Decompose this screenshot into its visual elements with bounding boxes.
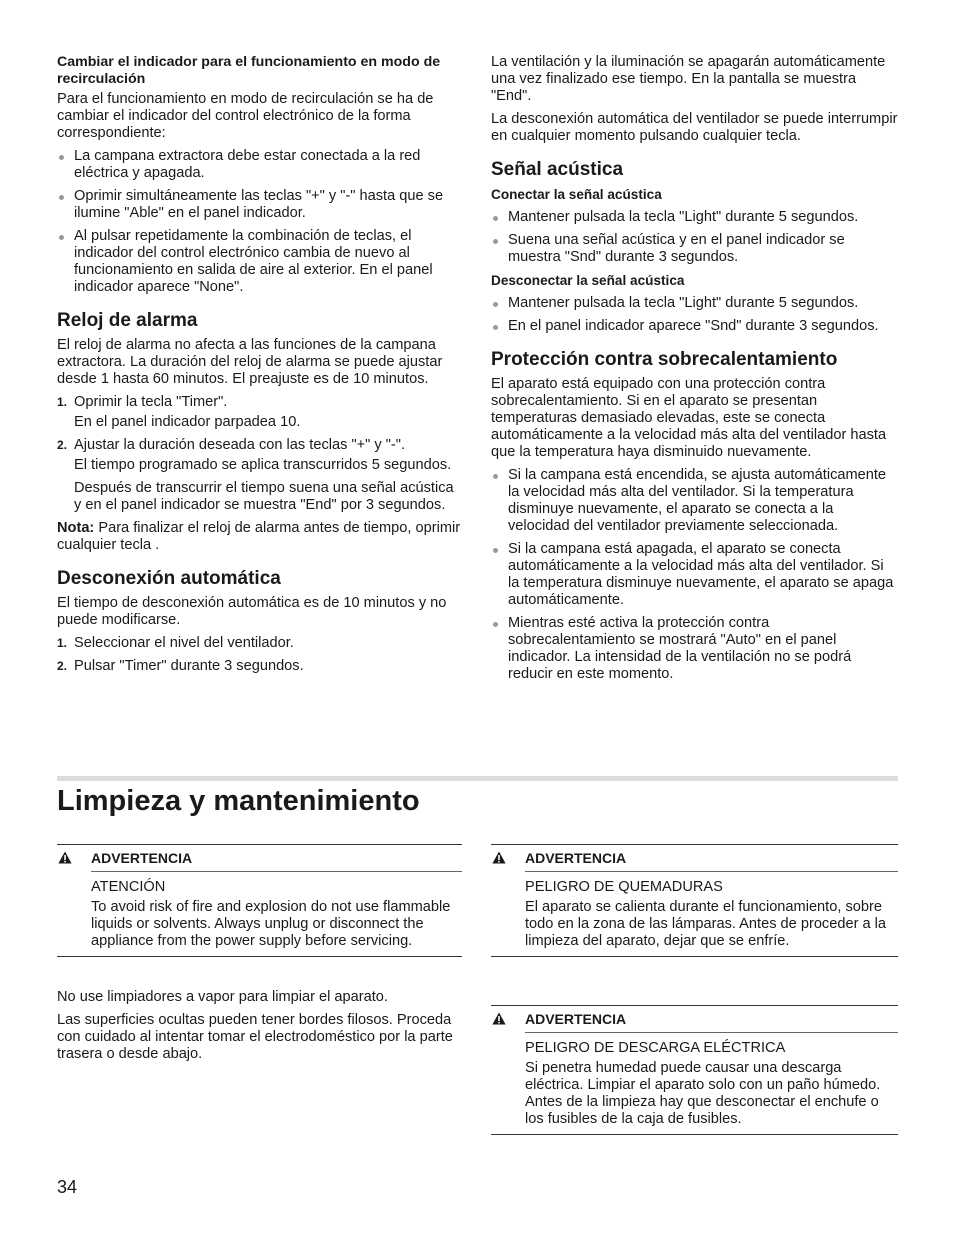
list-item: La campana extractora debe estar conectada a la red eléctrica y apagada.: [57, 148, 462, 182]
list-item: Oprimir simultáneamente las teclas "+" y "-" hasta que se ilumine "Able" en el panel indicador.: [57, 188, 462, 222]
list-item: Mantener pulsada la tecla "Light" durante 5 segundos.: [491, 209, 898, 226]
signal-heading: Señal acústica: [491, 159, 624, 180]
bullet-icon: [59, 235, 64, 240]
bullet-icon: [493, 216, 498, 221]
autooff-heading: Desconexión automática: [57, 568, 281, 589]
warning-body: [57, 872, 462, 956]
list-item: Mientras esté activa la protección contra sobrecalentamiento se mostrará "Auto" en el panel indicador. La intensidad de la ventilación no se podrá reducir en este momento.: [491, 615, 898, 683]
warning-caption: ATENCIÓN: [91, 879, 166, 895]
warning-body: [491, 1033, 898, 1134]
nota: Nota: Para finalizar el reloj de alarma antes de tiempo, oprimir cualquier tecla .: [57, 520, 461, 553]
alarm-heading: Reloj de alarma: [57, 310, 198, 331]
list-item: Al pulsar repetidamente la combinación de teclas, el indicador del control electrónico cambia de nuevo al funcionamiento en salida de aire al exterior. En el panel indicador aparece "None".: [57, 228, 462, 296]
recirc-heading: Cambiar el indicador para el funcionamiento en modo de recirculación: [57, 54, 441, 87]
left-column: [57, 54, 462, 681]
warning-caption: PELIGRO DE DESCARGA ELÉCTRICA: [525, 1040, 786, 1056]
section-divider: [57, 776, 898, 781]
list-item: 1. Seleccionar el nivel del ventilador.: [57, 635, 294, 651]
warning-header: [525, 1006, 898, 1033]
list-item: Suena una señal acústica y en el panel indicador se muestra "Snd" durante 3 segundos.: [491, 232, 898, 266]
overheat-list: [491, 467, 898, 683]
bullet-icon: [493, 302, 498, 307]
warning-caption: PELIGRO DE QUEMADURAS: [525, 879, 723, 895]
cleaning-notes: [57, 989, 462, 1069]
bullet-icon: [493, 622, 498, 627]
recirc-intro: Para el funcionamiento en modo de recirculación se ha de cambiar el indicador del control electrónico de la forma correspondiente:: [57, 91, 434, 141]
recirc-bullet-list: [57, 148, 462, 296]
alarm-steps: [57, 394, 462, 514]
page-number: 34: [57, 1177, 78, 1197]
cleaning-note-steam: No use limpiadores a vapor para limpiar el aparato.: [57, 989, 388, 1005]
autooff-continued-2: La desconexión automática del ventilador se puede interrumpir en cualquier momento pulsando cualquier tecla.: [491, 111, 898, 144]
list-item: Mantener pulsada la tecla "Light" durante 5 segundos.: [491, 295, 898, 312]
bullet-icon: [493, 239, 498, 244]
warning-header: [525, 845, 898, 872]
signal-on-heading: Conectar la señal acústica: [491, 187, 662, 202]
warning-title: ADVERTENCIA: [91, 850, 193, 866]
signal-off-heading: Desconectar la señal acústica: [491, 273, 685, 288]
bullet-icon: [493, 548, 498, 553]
list-item: 2. Ajustar la duración deseada con las teclas "+" y "-". El tiempo programado se aplica transcurridos 5 segundos. Después de transcurrir el tiempo suena una señal acústica y en el panel indicador se muestra "End" por 3 segundos.: [57, 437, 454, 513]
signal-on-list: [491, 209, 898, 266]
overheat-heading: Protección contra sobrecalentamiento: [491, 349, 838, 370]
right-column: [491, 54, 898, 691]
warning-title: ADVERTENCIA: [525, 1011, 627, 1027]
signal-off-list: [491, 295, 898, 335]
list-item: 2. Pulsar "Timer" durante 3 segundos.: [57, 658, 304, 674]
warning-header: [91, 845, 462, 872]
list-item: Si la campana está encendida, se ajusta automáticamente la velocidad más alta del ventilador. Si la temperatura disminuye nuevamente, el aparato se conecta a la velocidad del ventilador previamente seleccionada.: [491, 467, 898, 535]
warning-title: ADVERTENCIA: [525, 850, 627, 866]
warning-text: El aparato se calienta durante el funcionamiento, sobre todo en la zona de las lámparas. Antes de proceder a la limpieza del aparato, dejar que se enfríe.: [525, 899, 887, 949]
alarm-intro: El reloj de alarma no afecta a las funciones de la campana extractora. La duración del reloj de alarma se puede ajustar desde 1 hasta 60 minutos. El preajuste es de 10 minutos.: [57, 337, 443, 387]
bullet-icon: [59, 195, 64, 200]
warning-box-attention: [57, 844, 462, 957]
warning-triangle-icon: [492, 851, 506, 864]
autooff-intro: El tiempo de desconexión automática es de 10 minutos y no puede modificarse.: [57, 595, 447, 628]
autooff-continued-1: La ventilación y la iluminación se apagarán automáticamente una vez finalizado ese tiempo. En la pantalla se muestra "End".: [491, 54, 886, 104]
cleaning-note-edges: Las superficies ocultas pueden tener bordes filosos. Proceda con cuidado al intentar tomar el electrodoméstico por la parte trasera o desde abajo.: [57, 1012, 453, 1062]
warning-triangle-icon: [58, 851, 72, 864]
list-item: Si la campana está apagada, el aparato se conecta automáticamente a la velocidad más alta del ventilador. Si la temperatura disminuye nuevamente, el aparato se apaga automáticamente.: [491, 541, 898, 609]
bullet-icon: [493, 474, 498, 479]
page-title: Limpieza y mantenimiento: [57, 785, 420, 817]
warning-box-burns: [491, 844, 898, 957]
list-item: En el panel indicador aparece "Snd" durante 3 segundos.: [491, 318, 898, 335]
list-item: 1. Oprimir la tecla "Timer". En el panel indicador parpadea 10.: [57, 394, 301, 430]
warning-triangle-icon: [492, 1012, 506, 1025]
warning-text: Si penetra humedad puede causar una descarga eléctrica. Limpiar el aparato solo con un paño húmedo. Antes de la limpieza hay que desconectar el enchufe o los fusibles de la caja de fusibles.: [525, 1060, 881, 1127]
bullet-icon: [59, 155, 64, 160]
warning-text: To avoid risk of fire and explosion do not use flammable liquids or solvents. Always unplug or disconnect the appliance from the power supply before servicing.: [91, 899, 451, 949]
overheat-intro: El aparato está equipado con una protección contra sobrecalentamiento. Si en el aparato se presentan temperaturas demasiado elevadas, este se conecta automáticamente a la velocidad más alta del ventilador hasta que la temperatura haya disminuido nuevamente.: [491, 376, 887, 460]
bullet-icon: [493, 325, 498, 330]
warning-body: [491, 872, 898, 956]
warning-box-electric-shock: [491, 1005, 898, 1135]
autooff-steps: [57, 635, 462, 675]
